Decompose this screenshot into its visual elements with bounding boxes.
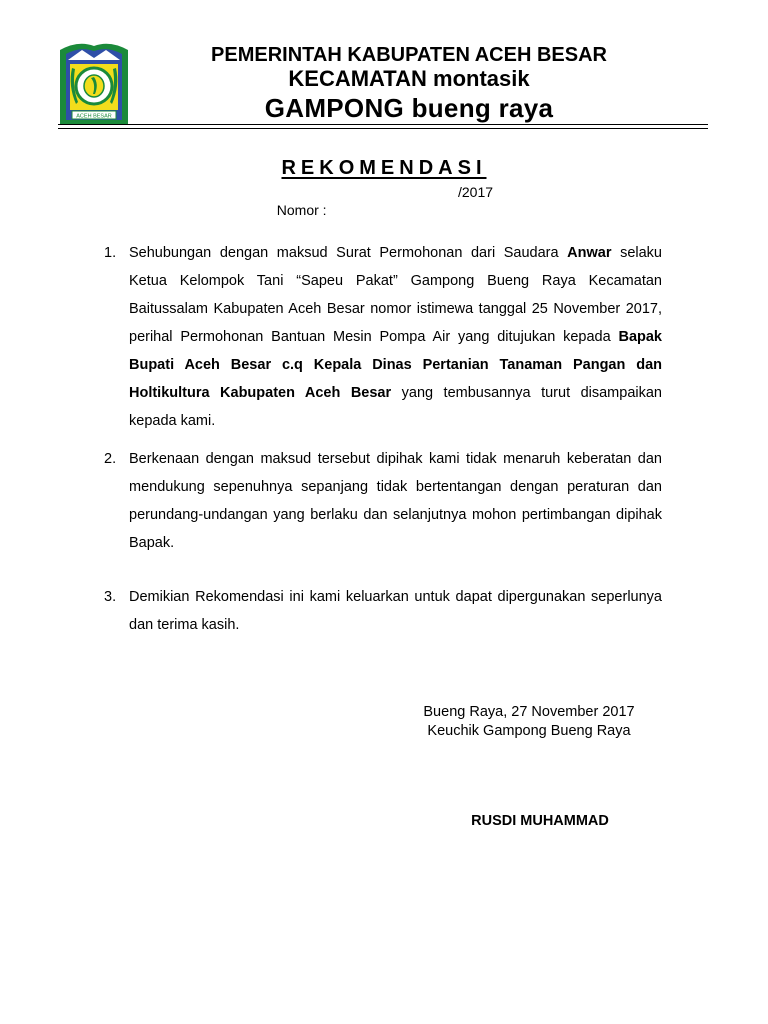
letterhead-village: GAMPONG bueng raya <box>264 93 554 123</box>
document-title-wrap <box>0 156 768 180</box>
list-item <box>104 583 662 639</box>
recommendation-list <box>104 239 662 639</box>
addressee: Bapak Bupati Aceh Besar c.q Kepala Dinas Pertanian Tanaman Pangan dan Holtikultura Kabupaten Aceh Besar <box>129 329 662 401</box>
signature-place-date: Bueng Raya, 27 November 2017 <box>423 704 635 720</box>
document-number-label: Nomor : <box>276 202 327 218</box>
list-item-number: 2. <box>104 451 117 467</box>
document-number <box>269 183 494 237</box>
list-item-number: 1. <box>104 245 117 261</box>
document-number-year: /2017 <box>458 184 494 200</box>
letterhead-government: PEMERINTAH KABUPATEN ACEH BESAR <box>211 44 607 66</box>
letterhead-rule-thick <box>58 124 708 125</box>
list-item-text: Demikian Rekomendasi ini kami keluarkan untuk dapat dipergunakan seperlunya dan terima kasih. <box>129 589 662 633</box>
list-item <box>104 445 662 557</box>
applicant-name: Anwar <box>567 245 612 261</box>
signatory-name: RUSDI MUHAMMAD <box>471 813 609 829</box>
list-item-text-part: selaku Ketua Kelompok Tani “Sapeu Pakat” Gampong Bueng Raya Kecamatan Baitussalam Kabupaten Aceh Besar nomor istimewa tanggal 25 November 2017, perihal Permohonan Bantuan Mesin Pompa Air yang ditujukan kepada <box>129 245 662 345</box>
document-title: REKOMENDASI <box>281 157 487 179</box>
letterhead-district: KECAMATAN montasik <box>288 66 530 91</box>
logo-banner-text: ACEH BESAR <box>76 113 112 120</box>
letterhead-rule-thin <box>58 128 708 129</box>
list-item <box>104 239 662 435</box>
list-item-text-part: yang tembusannya turut disampaikan kepada kami. <box>129 385 662 429</box>
list-item-text <box>129 239 662 435</box>
list-item-number: 3. <box>104 589 117 605</box>
list-item-text: Berkenaan dengan maksud tersebut dipihak kami tidak menaruh keberatan dan mendukung sepenuhnya sepanjang tidak bertentangan dengan peraturan dan perundang-undangan yang berlaku dan selanjutnya mohon pertimbangan dipihak Bapak. <box>129 451 662 551</box>
list-item-text-part: Sehubungan dengan maksud Surat Permohonan dari Saudara <box>129 245 568 261</box>
aceh-besar-logo <box>58 38 130 126</box>
signature-role: Keuchik Gampong Bueng Raya <box>427 723 631 739</box>
